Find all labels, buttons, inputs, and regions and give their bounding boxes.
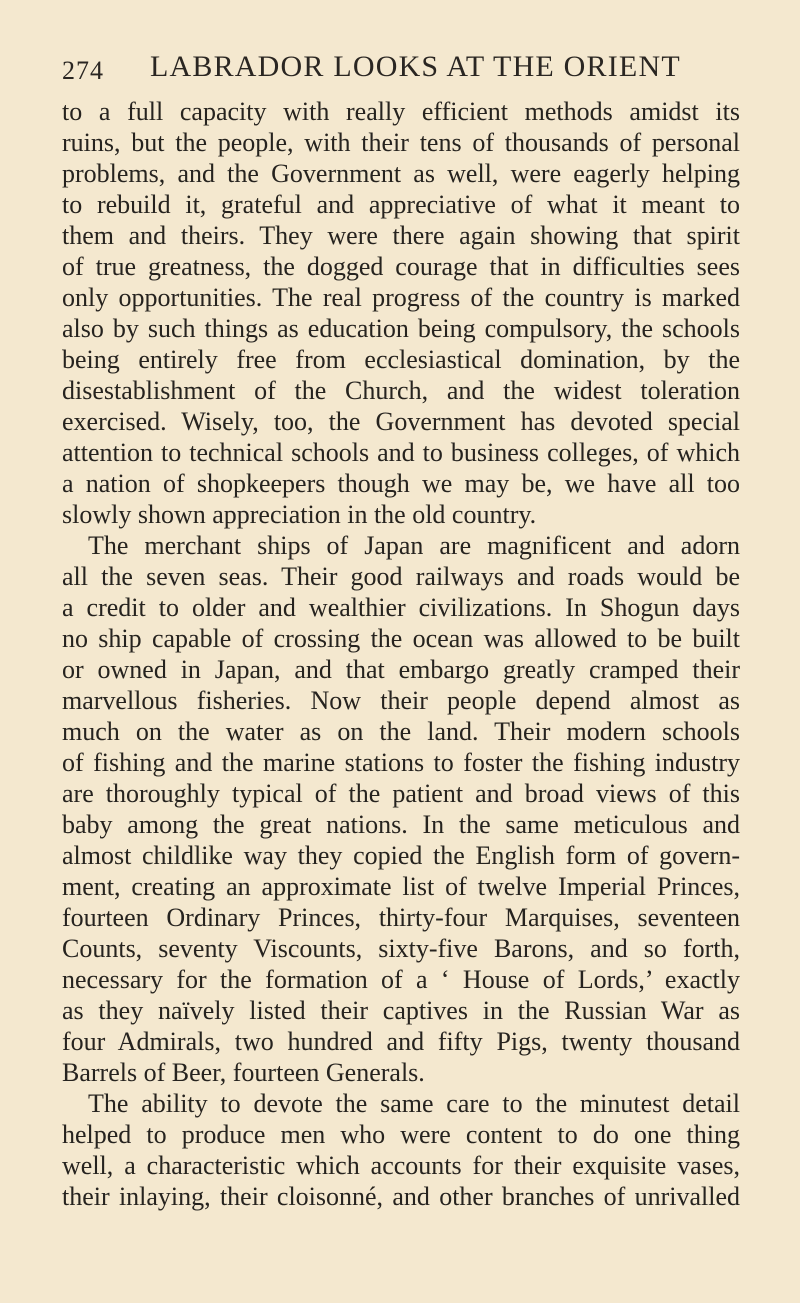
text-line: The merchant ships of Japan are magnificent and adorn [88,531,740,560]
text-line: only opportunities. The real progress of the country is marked [62,283,740,312]
text-line: problems, and the Government as well, were eagerly helping [62,159,740,188]
text-line: slowly shown appreciation in the old country. [62,500,537,529]
text-line: no ship capable of crossing the ocean was allowed to be built [62,624,740,653]
text-line: a credit to older and wealthier civilizations. In Shogun days [62,593,740,622]
text-line: almost childlike way they copied the English form of govern- [62,841,740,870]
text-line: them and theirs. They were there again showing that spirit [62,221,740,250]
paragraph [62,1088,740,1212]
text-line: Counts, seventy Viscounts, sixty-five Barons, and so forth, [62,934,740,963]
text-line: also by such things as education being compulsory, the schools [62,314,740,343]
text-line: much on the water as on the land. Their modern schools [62,717,740,746]
text-line: necessary for the formation of a ‘ House of Lords,’ exactly [62,965,740,994]
body-text [62,96,740,1212]
text-line: of fishing and the marine stations to foster the fishing industry [62,748,740,777]
text-line: exercised. Wisely, too, the Government has devoted special [62,407,740,436]
text-line: as they naïvely listed their captives in the Russian War as [62,996,740,1025]
page-header [62,50,722,94]
text-line: baby among the great nations. In the same meticulous and [62,810,740,839]
text-line: are thoroughly typical of the patient and broad views of this [62,779,740,808]
text-line: of true greatness, the dogged courage that in difficulties sees [62,252,740,281]
text-line: to rebuild it, grateful and appreciative of what it meant to [62,190,740,219]
text-line: The ability to devote the same care to the minutest detail [88,1089,740,1118]
page-number: 274 [62,56,104,85]
text-line: their inlaying, their cloisonné, and other branches of unrivalled [62,1182,740,1211]
text-line: ment, creating an approximate list of twelve Imperial Princes, [62,872,740,901]
text-line: being entirely free from ecclesiastical domination, by the [62,345,740,374]
text-line: fourteen Ordinary Princes, thirty-four Marquises, seventeen [62,903,740,932]
text-line: to a full capacity with really efficient methods amidst its [62,97,740,126]
text-line: ruins, but the people, with their tens of thousands of personal [62,128,740,157]
paragraph [62,96,740,530]
text-line: helped to produce men who were content to do one thing [62,1120,740,1149]
text-line: four Admirals, two hundred and fifty Pigs, twenty thousand [62,1027,740,1056]
text-line: Barrels of Beer, fourteen Generals. [62,1058,425,1087]
text-line: a nation of shopkeepers though we may be, we have all too [62,469,740,498]
text-line: disestablishment of the Church, and the widest toleration [62,376,740,405]
paragraph [62,530,740,1088]
text-line: marvellous fisheries. Now their people depend almost as [62,686,740,715]
text-line: attention to technical schools and to business colleges, of which [62,438,740,467]
running-head: LABRADOR LOOKS AT THE ORIENT [150,50,681,83]
text-line: well, a characteristic which accounts for their exquisite vases, [62,1151,740,1180]
text-line: or owned in Japan, and that embargo greatly cramped their [62,655,740,684]
text-line: all the seven seas. Their good railways and roads would be [62,562,740,591]
